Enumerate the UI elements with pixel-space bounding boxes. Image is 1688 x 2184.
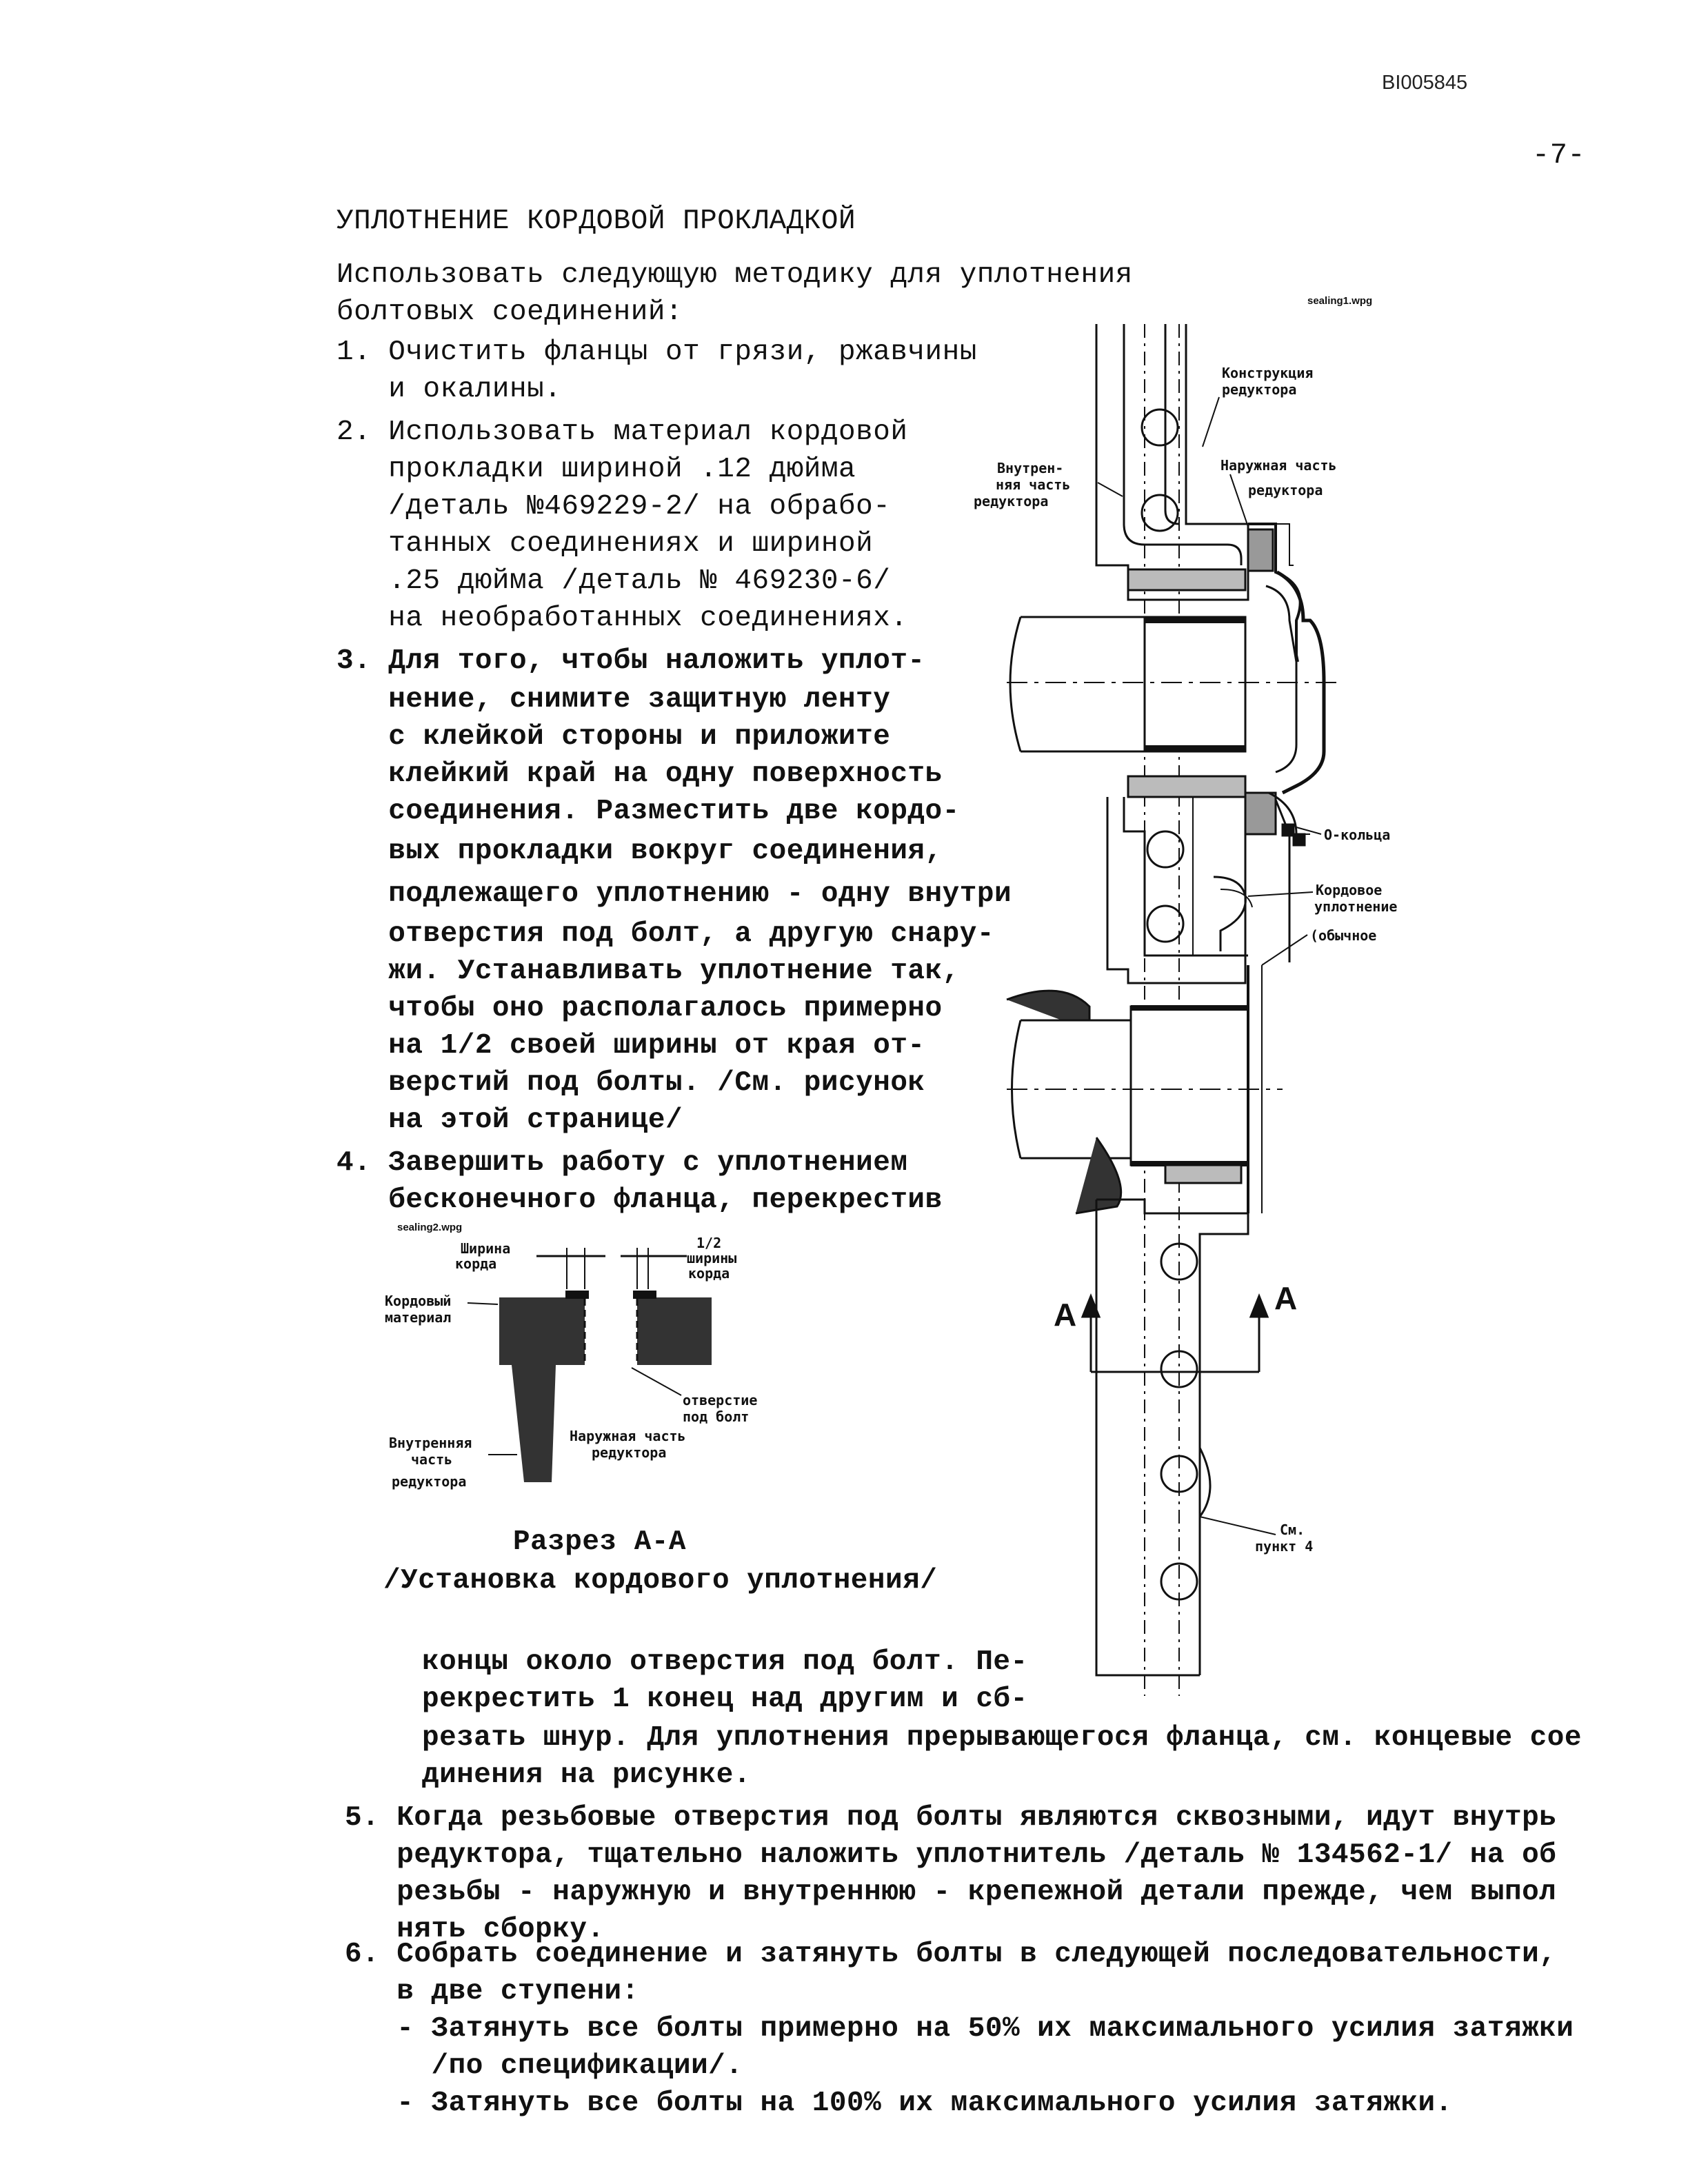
step4-line-1: 4. Завершить работу с уплотнением [336, 1147, 908, 1179]
label-half-width-1: 1/2 [696, 1235, 722, 1251]
step3-line-12: верстий под болты. /См. рисунок [336, 1067, 925, 1099]
figure2-caption-2: /Установка кордового уплотнения/ [383, 1565, 938, 1597]
intro-line-1: Использовать следующую методику для уплотнения [336, 259, 1133, 291]
step6-line-2: в две ступени: [345, 1976, 639, 2008]
section-marker-right: A [1274, 1280, 1298, 1316]
step2-line-1: 2. Использовать материал кордовой [336, 416, 908, 448]
step2-line-4: танных соединениях и шириной [336, 528, 874, 560]
step3-line-8: отверстия под болт, а другую снару- [336, 918, 994, 950]
label-inner-part-2: часть [411, 1451, 453, 1468]
label-cord-material-1: Кордовый [385, 1293, 452, 1309]
label-see-item4-2: пункт 4 [1255, 1538, 1314, 1555]
page-number: -7- [1532, 139, 1586, 172]
step3-line-13: на этой странице/ [336, 1104, 683, 1136]
step3-line-3: с клейкой стороны и приложите [336, 721, 891, 753]
label-cord-material-2: материал [385, 1309, 452, 1326]
section-marker-left: A [1054, 1297, 1077, 1333]
intro-line-2: болтовых соединений: [336, 296, 683, 328]
step6-line-1: 6. Собрать соединение и затянуть болты в следующей последовательности, [345, 1939, 1557, 1970]
page-title: УПЛОТНЕНИЕ КОРДОВОЙ ПРОКЛАДКОЙ [336, 205, 856, 237]
label-inner-part-3: редуктора [392, 1473, 467, 1490]
label-inner-part-3-fig1: редуктора [974, 493, 1049, 509]
step3-line-10: чтобы оно располагалось примерно [336, 993, 943, 1024]
step2-line-3: /деталь №469229-2/ на обрабо- [336, 491, 891, 523]
figure2-caption-1: Разрез А-А [513, 1526, 687, 1558]
step5-line-4: нять сборку. [345, 1914, 605, 1945]
step3-line-7: подлежащего уплотнению - одну внутри [336, 878, 1012, 910]
label-half-width-3: корда [688, 1265, 730, 1282]
label-inner-part-2-fig1: няя часть [996, 476, 1071, 493]
label-outer-part-2-fig1: редуктора [1248, 482, 1323, 498]
step4-cont-line-2: рекрестить 1 конец над другим и сб- [422, 1684, 1028, 1715]
step4-cont-line-4: динения на рисунке. [422, 1759, 751, 1791]
step1-line-1: 1. Очистить фланцы от грязи, ржавчины [336, 336, 977, 368]
label-o-rings: О-кольца [1324, 827, 1391, 843]
step2-line-5: .25 дюйма /деталь № 469230-6/ [336, 565, 891, 597]
label-bolt-hole-2: под болт [683, 1408, 750, 1425]
figure2-filename: sealing2.wpg [397, 1222, 463, 1233]
step6-line-5: - Затянуть все болты на 100% их максимального усилия затяжки. [345, 2087, 1453, 2119]
label-half-width-2: ширины [687, 1250, 737, 1266]
label-housing-construction-1: Конструкция [1222, 365, 1314, 381]
label-cord-seal-3: (обычное [1310, 927, 1377, 944]
label-inner-part-1: Внутренняя [389, 1435, 472, 1451]
step2-line-2: прокладки шириной .12 дюйма [336, 454, 856, 485]
step6-line-4: /по спецификации/. [345, 2050, 743, 2082]
step3-line-11: на 1/2 своей ширины от края от- [336, 1030, 925, 1062]
label-see-item4-1: См. [1280, 1521, 1305, 1538]
step3-line-2: нение, снимите защитную ленту [336, 684, 891, 716]
label-cord-seal-1: Кордовое [1316, 882, 1383, 898]
step3-line-5: соединения. Разместить две кордо- [336, 796, 960, 827]
label-cord-width-2: корда [455, 1255, 497, 1272]
step4-cont-line-3: резать шнур. Для уплотнения прерывающегося фланца, см. концевые сое [422, 1722, 1582, 1754]
step2-line-6: на необработанных соединениях. [336, 603, 908, 634]
step6-line-3: - Затянуть все болты примерно на 50% их максимального усилия затяжки [345, 2013, 1574, 2045]
label-outer-part-1: Наружная часть [570, 1428, 686, 1444]
step3-line-1: 3. Для того, чтобы наложить уплот- [336, 645, 925, 677]
step3-line-9: жи. Устанавливать уплотнение так, [336, 956, 960, 987]
step3-line-4: клейкий край на одну поверхность [336, 758, 943, 790]
step4-line-2: бесконечного фланца, перекрестив [336, 1184, 943, 1216]
label-housing-construction-2: редуктора [1222, 381, 1297, 398]
figure1-filename: sealing1.wpg [1307, 295, 1373, 307]
label-outer-part-2: редуктора [592, 1444, 667, 1461]
label-bolt-hole-1: отверстие [683, 1392, 758, 1408]
document-id: BI005845 [1382, 72, 1468, 94]
label-outer-part-1-fig1: Наружная часть [1220, 457, 1337, 474]
step5-line-1: 5. Когда резьбовые отверстия под болты являются сквозными, идут внутрь [345, 1802, 1557, 1834]
step5-line-3: резьбы - наружную и внутреннюю - крепежной детали прежде, чем выпол [345, 1877, 1557, 1908]
step1-line-2: и окалины. [336, 374, 562, 405]
step3-line-6: вых прокладки вокруг соединения, [336, 836, 943, 867]
label-inner-part-1-fig1: Внутрен- [997, 460, 1064, 476]
step4-cont-line-1: концы около отверстия под болт. Пе- [422, 1646, 1028, 1678]
step5-line-2: редуктора, тщательно наложить уплотнитель /деталь № 134562-1/ на об [345, 1839, 1557, 1871]
label-cord-width-1: Ширина [461, 1240, 511, 1257]
label-cord-seal-2: уплотнение [1314, 898, 1398, 915]
